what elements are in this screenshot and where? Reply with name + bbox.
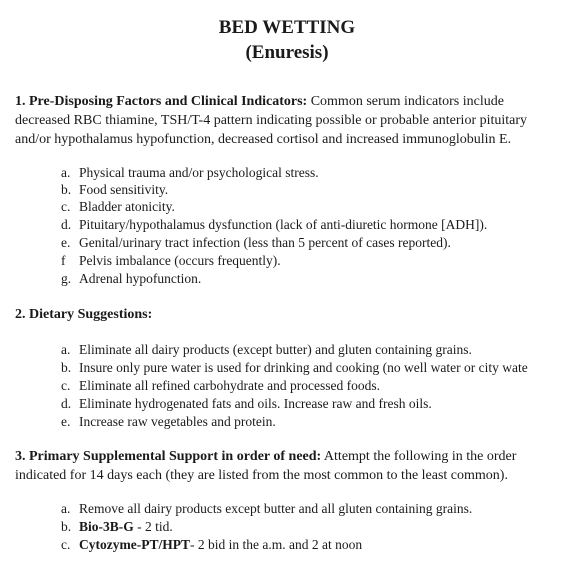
list-letter: d. bbox=[61, 217, 72, 232]
list-text: Pelvis imbalance (occurs frequently). bbox=[79, 253, 281, 268]
list-letter: b. bbox=[61, 182, 72, 197]
list-text: Increase raw vegetables and protein. bbox=[79, 414, 276, 429]
list-text: - 2 tid. bbox=[133, 519, 173, 534]
list-letter: b. bbox=[61, 360, 72, 375]
list-text: Pituitary/hypothalamus dysfunction (lack of anti-diuretic hormone [ADH]). bbox=[79, 217, 488, 232]
list-letter: f bbox=[61, 253, 66, 268]
list-text: Food sensitivity. bbox=[79, 182, 169, 197]
section1-intro-line-1 bbox=[15, 92, 574, 111]
list-item bbox=[61, 359, 528, 376]
list-letter: a. bbox=[61, 165, 71, 180]
section1-text-2: decreased RBC thiamine, TSH/T-4 pattern indicating possible or probable anterior pituitary bbox=[15, 113, 528, 128]
section1-text-3: and/or hypothalamus hypofunction, decreased cortisol and increased immunoglobulin E. bbox=[15, 132, 512, 147]
list-text: Remove all dairy products except butter and all gluten containing grains. bbox=[79, 501, 473, 516]
list-item bbox=[61, 198, 175, 215]
section1-text-1: Common serum indicators include bbox=[307, 94, 504, 109]
list-text: Eliminate all refined carbohydrate and processed foods. bbox=[79, 378, 381, 393]
section3-text-2: indicated for 14 days each (they are listed from the most common to the least common). bbox=[15, 468, 508, 483]
list-text: Bladder atonicity. bbox=[79, 199, 175, 214]
section3-heading: 3. Primary Supplemental Support in order of need: bbox=[15, 449, 322, 464]
list-item bbox=[61, 164, 319, 181]
list-item bbox=[61, 413, 276, 430]
list-letter: e. bbox=[61, 235, 71, 250]
section3-text-1: Attempt the following in the order bbox=[321, 449, 517, 464]
list-text: Physical trauma and/or psychological stress. bbox=[79, 165, 319, 180]
list-text: Genital/urinary tract infection (less than 5 percent of cases reported). bbox=[79, 235, 451, 250]
list-item bbox=[61, 252, 281, 269]
list-letter: c. bbox=[61, 378, 71, 393]
list-letter: g. bbox=[61, 271, 72, 286]
section1-heading: 1. Pre-Disposing Factors and Clinical Indicators: bbox=[15, 94, 308, 109]
list-bold: Bio-3B-G bbox=[79, 519, 134, 534]
section2-heading: 2. Dietary Suggestions: bbox=[15, 307, 153, 322]
document-subtitle: (Enuresis) bbox=[245, 42, 329, 63]
list-letter: b. bbox=[61, 519, 72, 534]
document-title: BED WETTING bbox=[218, 17, 356, 38]
list-bold: Cytozyme-PT/HPT bbox=[79, 537, 190, 552]
list-item bbox=[61, 536, 362, 553]
list-text: - 2 bid in the a.m. and 2 at noon bbox=[189, 537, 363, 552]
list-item bbox=[61, 234, 451, 251]
list-letter: c. bbox=[61, 199, 71, 214]
list-letter: d. bbox=[61, 396, 72, 411]
list-item bbox=[61, 181, 168, 198]
list-letter: a. bbox=[61, 342, 71, 357]
list-item bbox=[61, 395, 432, 412]
list-text: Eliminate hydrogenated fats and oils. Increase raw and fresh oils. bbox=[79, 396, 432, 411]
list-letter: a. bbox=[61, 501, 71, 516]
list-text: Insure only pure water is used for drinking and cooking (no well water or city wate bbox=[79, 360, 528, 375]
list-item bbox=[61, 518, 173, 535]
list-item bbox=[61, 377, 380, 394]
list-text: Adrenal hypofunction. bbox=[79, 271, 202, 286]
section3-intro-line-1 bbox=[15, 447, 574, 466]
list-letter: e. bbox=[61, 414, 71, 429]
list-letter: c. bbox=[61, 537, 71, 552]
list-item bbox=[61, 216, 487, 233]
list-item bbox=[61, 500, 472, 517]
list-item bbox=[61, 341, 472, 358]
list-item bbox=[61, 270, 201, 287]
list-text: Eliminate all dairy products (except butter) and gluten containing grains. bbox=[79, 342, 472, 357]
